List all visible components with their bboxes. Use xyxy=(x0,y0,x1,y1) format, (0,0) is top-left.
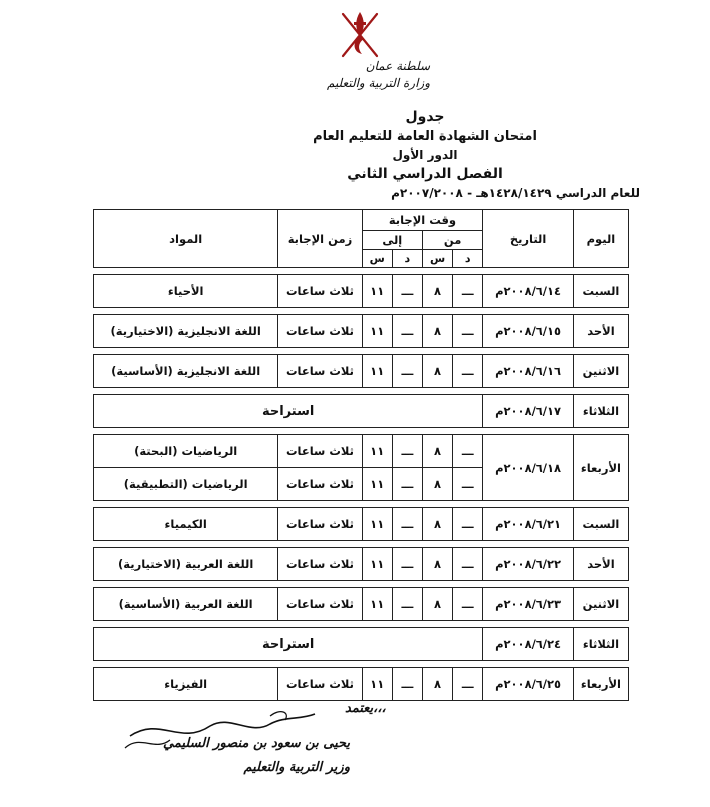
table-row xyxy=(94,355,629,388)
cell-from-hour: ٨ xyxy=(422,435,452,468)
cell-duration: ثلاث ساعات xyxy=(278,668,362,701)
cell-subject: الرياضيات (البحتة) xyxy=(94,435,278,468)
cell-to-hour: ١١ xyxy=(362,588,392,621)
header-answer-time: وقت الإجابة xyxy=(362,210,483,231)
cell-to-hour: ١١ xyxy=(362,668,392,701)
minister-position: وزير التربية والتعليم xyxy=(243,760,350,775)
table-header-row xyxy=(94,210,629,231)
cell-to-hour: ١١ xyxy=(362,508,392,541)
table-row xyxy=(94,668,629,701)
table-row xyxy=(94,588,629,621)
table-row xyxy=(94,275,629,308)
rest-label: استراحة xyxy=(94,628,483,661)
ministry-letterhead xyxy=(300,58,430,92)
cell-to-hour: ١١ xyxy=(362,548,392,581)
cell-from-hour: ٨ xyxy=(422,315,452,348)
cell-date: ٢٠٠٨/٦/٢٤م xyxy=(483,628,574,661)
cell-from-minute: ـــ xyxy=(453,315,483,348)
ministry-line-country: سلطنة عمان xyxy=(365,59,430,73)
header-from-hour: س xyxy=(422,250,452,268)
cell-to-hour: ١١ xyxy=(362,468,392,501)
cell-duration: ثلاث ساعات xyxy=(278,275,362,308)
cell-duration: ثلاث ساعات xyxy=(278,355,362,388)
academic-year: للعام الدراسي ١٤٢٨/١٤٢٩هـ - ٢٠٠٧/٢٠٠٨م xyxy=(391,186,640,200)
cell-day: الثلاثاء xyxy=(573,395,628,428)
cell-from-hour: ٨ xyxy=(422,668,452,701)
cell-to-hour: ١١ xyxy=(362,435,392,468)
cell-date: ٢٠٠٨/٦/٢١م xyxy=(483,508,574,541)
cell-subject: اللغة الانجليزية (الأساسية) xyxy=(94,355,278,388)
cell-subject: الأحياء xyxy=(94,275,278,308)
cell-from-minute: ـــ xyxy=(453,275,483,308)
ministry-line-name: وزارة التربية والتعليم xyxy=(326,76,430,90)
cell-to-minute: ـــ xyxy=(392,435,422,468)
cell-from-minute: ـــ xyxy=(453,468,483,501)
cell-subject: اللغة العربية (الاختيارية) xyxy=(94,548,278,581)
document-titles xyxy=(0,108,710,184)
cell-from-minute: ـــ xyxy=(453,588,483,621)
cell-subject: الرياضيات (التطبيقية) xyxy=(94,468,278,501)
cell-to-minute: ـــ xyxy=(392,588,422,621)
cell-day: الثلاثاء xyxy=(573,628,628,661)
cell-from-minute: ـــ xyxy=(453,355,483,388)
rest-label: استراحة xyxy=(94,395,483,428)
cell-date: ٢٠٠٨/٦/٢٣م xyxy=(483,588,574,621)
cell-day: السبت xyxy=(573,508,628,541)
cell-from-minute: ـــ xyxy=(453,668,483,701)
title-semester: الفصل الدراسي الثاني xyxy=(347,166,503,182)
cell-to-minute: ـــ xyxy=(392,355,422,388)
cell-day: السبت xyxy=(573,275,628,308)
approval-text: يعتمد،،، xyxy=(345,701,386,716)
cell-day: الأحد xyxy=(573,548,628,581)
table-row xyxy=(94,508,629,541)
cell-day: الاثنين xyxy=(573,588,628,621)
cell-from-hour: ٨ xyxy=(422,275,452,308)
cell-to-minute: ـــ xyxy=(392,275,422,308)
cell-to-minute: ـــ xyxy=(392,548,422,581)
cell-day: الأحد xyxy=(573,315,628,348)
cell-to-minute: ـــ xyxy=(392,468,422,501)
cell-to-minute: ـــ xyxy=(392,315,422,348)
table-row xyxy=(94,315,629,348)
cell-date: ٢٠٠٨/٦/٢٥م xyxy=(483,668,574,701)
cell-subject: الفيزياء xyxy=(94,668,278,701)
header-to-hour: س xyxy=(362,250,392,268)
cell-duration: ثلاث ساعات xyxy=(278,548,362,581)
header-from: من xyxy=(422,231,482,250)
cell-to-hour: ١١ xyxy=(362,275,392,308)
cell-date: ٢٠٠٨/٦/١٦م xyxy=(483,355,574,388)
title-table: جدول xyxy=(405,109,445,125)
cell-date: ٢٠٠٨/٦/٢٢م xyxy=(483,548,574,581)
cell-day: الاثنين xyxy=(573,355,628,388)
title-round: الدور الأول xyxy=(392,148,458,162)
cell-duration: ثلاث ساعات xyxy=(278,435,362,468)
cell-date: ٢٠٠٨/٦/١٥م xyxy=(483,315,574,348)
cell-to-minute: ـــ xyxy=(392,668,422,701)
table-row xyxy=(94,548,629,581)
cell-from-hour: ٨ xyxy=(422,355,452,388)
oman-khanjar-emblem-icon xyxy=(335,6,385,62)
table-row-rest xyxy=(94,395,629,428)
table-row xyxy=(94,435,629,468)
cell-to-hour: ١١ xyxy=(362,355,392,388)
cell-from-hour: ٨ xyxy=(422,588,452,621)
header-day: اليوم xyxy=(573,210,628,268)
cell-duration: ثلاث ساعات xyxy=(278,508,362,541)
cell-from-minute: ـــ xyxy=(453,548,483,581)
cell-to-hour: ١١ xyxy=(362,315,392,348)
header-from-minute: د xyxy=(453,250,483,268)
header-to: إلى xyxy=(362,231,422,250)
cell-from-hour: ٨ xyxy=(422,508,452,541)
header-duration: زمن الإجابة xyxy=(278,210,362,268)
cell-duration: ثلاث ساعات xyxy=(278,315,362,348)
title-exam: امتحان الشهادة العامة للتعليم العام xyxy=(313,129,537,144)
cell-date: ٢٠٠٨/٦/١٨م xyxy=(483,435,574,501)
cell-from-hour: ٨ xyxy=(422,548,452,581)
cell-day: الأربعاء xyxy=(573,435,628,501)
cell-duration: ثلاث ساعات xyxy=(278,468,362,501)
exam-schedule-table xyxy=(93,209,629,701)
cell-date: ٢٠٠٨/٦/١٤م xyxy=(483,275,574,308)
header-to-minute: د xyxy=(392,250,422,268)
cell-from-minute: ـــ xyxy=(453,435,483,468)
cell-duration: ثلاث ساعات xyxy=(278,588,362,621)
cell-from-hour: ٨ xyxy=(422,468,452,501)
header-date: التاريخ xyxy=(483,210,574,268)
header-subjects: المواد xyxy=(94,210,278,268)
minister-name: يحيى بن سعود بن منصور السليمي xyxy=(163,736,350,751)
cell-subject: اللغة العربية (الأساسية) xyxy=(94,588,278,621)
cell-to-minute: ـــ xyxy=(392,508,422,541)
cell-day: الأربعاء xyxy=(573,668,628,701)
cell-subject: اللغة الانجليزية (الاختيارية) xyxy=(94,315,278,348)
table-row-rest xyxy=(94,628,629,661)
cell-date: ٢٠٠٨/٦/١٧م xyxy=(483,395,574,428)
cell-subject: الكيمياء xyxy=(94,508,278,541)
cell-from-minute: ـــ xyxy=(453,508,483,541)
